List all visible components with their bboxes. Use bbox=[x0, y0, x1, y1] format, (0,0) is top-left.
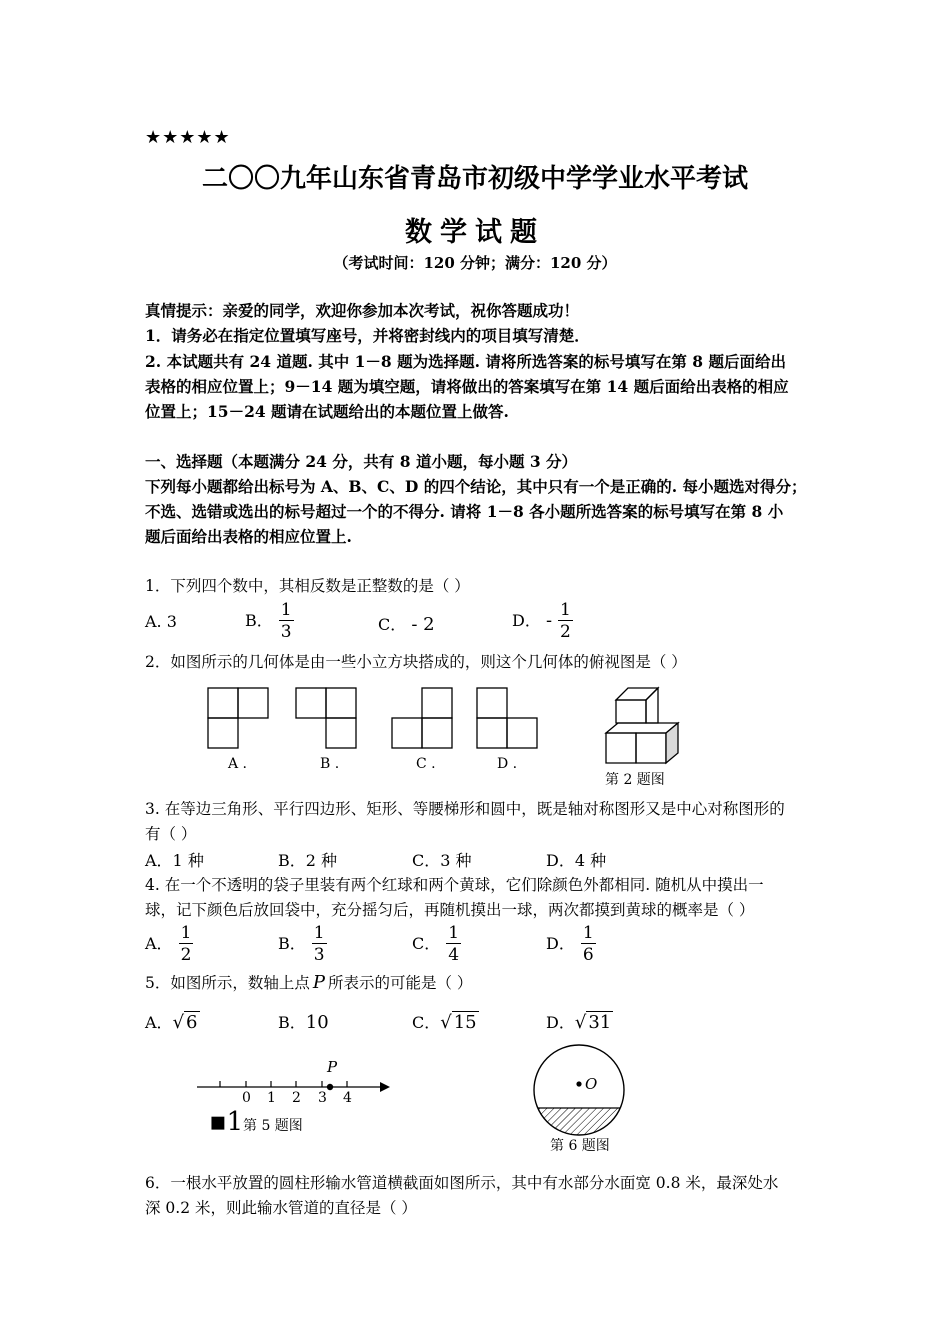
q6-pipe-figure bbox=[530, 1040, 640, 1158]
q2-caption: 第 2 题图 bbox=[605, 772, 665, 788]
q5-option-c: C．√ 15 bbox=[412, 1012, 477, 1033]
notice-line-4: 位置上；15－24 题请在试题给出的本题位置上做答. bbox=[145, 402, 509, 421]
q5-point-var: P bbox=[312, 972, 325, 993]
exam-subtitle: 数学试题 bbox=[405, 217, 545, 248]
q2-stem: 2．如图所示的几何体是由一些小立方块搭成的，则这个几何体的俯视图是（ ） bbox=[145, 653, 687, 671]
q6-stem-2: 深 0.2 米，则此输水管道的直径是（ ） bbox=[145, 1199, 417, 1217]
section-instr-2: 不选、选错或选出的标号超过一个的不得分. 请将 1－8 各小题所选答案的标号填写在第 8 小 bbox=[145, 502, 784, 521]
svg-text:0: 0 bbox=[242, 1090, 251, 1106]
notice-line-3: 表格的相应位置上；9－14 题为填空题，请将做出的答案填写在第 14 题后面给出表格的相应 bbox=[145, 377, 789, 396]
q5-option-a: A．√ 6 bbox=[145, 1012, 198, 1033]
q4-option-c: C． $\frac{1}{4}$ bbox=[412, 923, 460, 965]
q2-label-c: C . bbox=[416, 756, 436, 772]
q5-stem: 5．如图所示，数轴上点 P 所表示的可能是（ ） bbox=[145, 972, 473, 993]
notice-line-2: 2. 本试题共有 24 道题. 其中 1－8 题为选择题. 请将所选答案的标号填写在第 8 题后面给出 bbox=[145, 352, 786, 371]
svg-text:1: 1 bbox=[267, 1090, 276, 1106]
exam-meta: （考试时间：120 分钟；满分：120 分） bbox=[333, 254, 617, 272]
q4-option-d: D． $\frac{1}{6}$ bbox=[546, 923, 594, 965]
q6-stem-1: 6．一根水平放置的圆柱形输水管道横截面如图所示，其中有水部分水面宽 0.8 米，最深处水 bbox=[145, 1174, 779, 1192]
svg-text:4: 4 bbox=[343, 1090, 352, 1106]
q1-option-a: A. 3 bbox=[145, 612, 177, 631]
q2-label-a: A . bbox=[228, 756, 248, 772]
svg-text:2: 2 bbox=[292, 1090, 301, 1106]
q2-label-d: D . bbox=[497, 756, 518, 772]
q2-option-a-view bbox=[208, 688, 268, 748]
q2-label-b: B . bbox=[320, 756, 340, 772]
q1-option-d: D． - $\frac{1}{2}$ bbox=[512, 600, 571, 642]
exam-title: 二〇〇九年山东省青岛市初级中学学业水平考试 bbox=[201, 164, 748, 194]
section-instr-1: 下列每小题都给出标号为 A、B、C、D 的四个结论，其中只有一个是正确的. 每小题选对得分； bbox=[145, 477, 807, 496]
notice-line-1: 1．请务必在指定位置填写座号，并将密封线内的项目填写清楚． bbox=[145, 326, 590, 345]
notice-line-0: 真情提示：亲爱的同学，欢迎你参加本次考试，祝你答题成功！ bbox=[145, 301, 580, 320]
q5-stray-mark: ▪1 bbox=[209, 1107, 244, 1137]
q3-option-b: B．2 种 bbox=[278, 851, 338, 870]
q6-center-label: O bbox=[585, 1075, 598, 1093]
q2-option-b-view bbox=[296, 688, 356, 748]
section-instr-3: 题后面给出表格的相应位置上. bbox=[145, 527, 352, 546]
q3-stem-2: 有（ ） bbox=[145, 825, 197, 843]
q2-figure bbox=[200, 680, 700, 790]
q2-option-c-view bbox=[392, 688, 452, 748]
q4-option-b: B． $\frac{1}{3}$ bbox=[278, 923, 325, 965]
rating-stars: ★★★★★ bbox=[145, 127, 231, 148]
q5-option-d: D．√ 31 bbox=[546, 1012, 612, 1033]
q2-option-d-view bbox=[477, 688, 537, 748]
q1-option-b-fraction: $\frac{1}{3}$ bbox=[280, 600, 292, 642]
q3-option-d: D．4 种 bbox=[546, 851, 607, 870]
q4-option-a: A． $\frac{1}{2}$ bbox=[145, 923, 192, 965]
svg-text:3: 3 bbox=[318, 1090, 327, 1106]
q5-point-p bbox=[327, 1084, 333, 1090]
q5-number-line-figure bbox=[195, 1055, 405, 1140]
q1-option-b-label: B． bbox=[245, 611, 273, 630]
q5-option-b: B．10 bbox=[278, 1012, 329, 1033]
q2-geometry-solid bbox=[606, 688, 678, 763]
q3-stem-1: 3. 在等边三角形、平行四边形、矩形、等腰梯形和圆中，既是轴对称图形又是中心对称图形的 bbox=[145, 800, 785, 818]
q5-point-label: P bbox=[327, 1058, 338, 1076]
q5-caption: 第 5 题图 bbox=[243, 1118, 303, 1134]
q3-option-a: A．1 种 bbox=[145, 851, 204, 870]
q6-caption: 第 6 题图 bbox=[550, 1138, 610, 1154]
q4-stem-2: 球，记下颜色后放回袋中，充分摇匀后，再随机摸出一球，两次都摸到黄球的概率是（ ） bbox=[145, 901, 755, 919]
q1-option-c: C． - 2 bbox=[378, 614, 435, 635]
q3-option-c: C．3 种 bbox=[412, 851, 472, 870]
q1-option-b bbox=[245, 600, 294, 643]
q1-stem: 1．下列四个数中，其相反数是正整数的是（ ） bbox=[145, 577, 470, 595]
q4-stem-1: 4. 在一个不透明的袋子里装有两个红球和两个黄球，它们除颜色外都相同. 随机从中摸出一 bbox=[145, 876, 764, 894]
section-heading: 一、选择题（本题满分 24 分，共有 8 道小题，每小题 3 分） bbox=[145, 452, 578, 471]
